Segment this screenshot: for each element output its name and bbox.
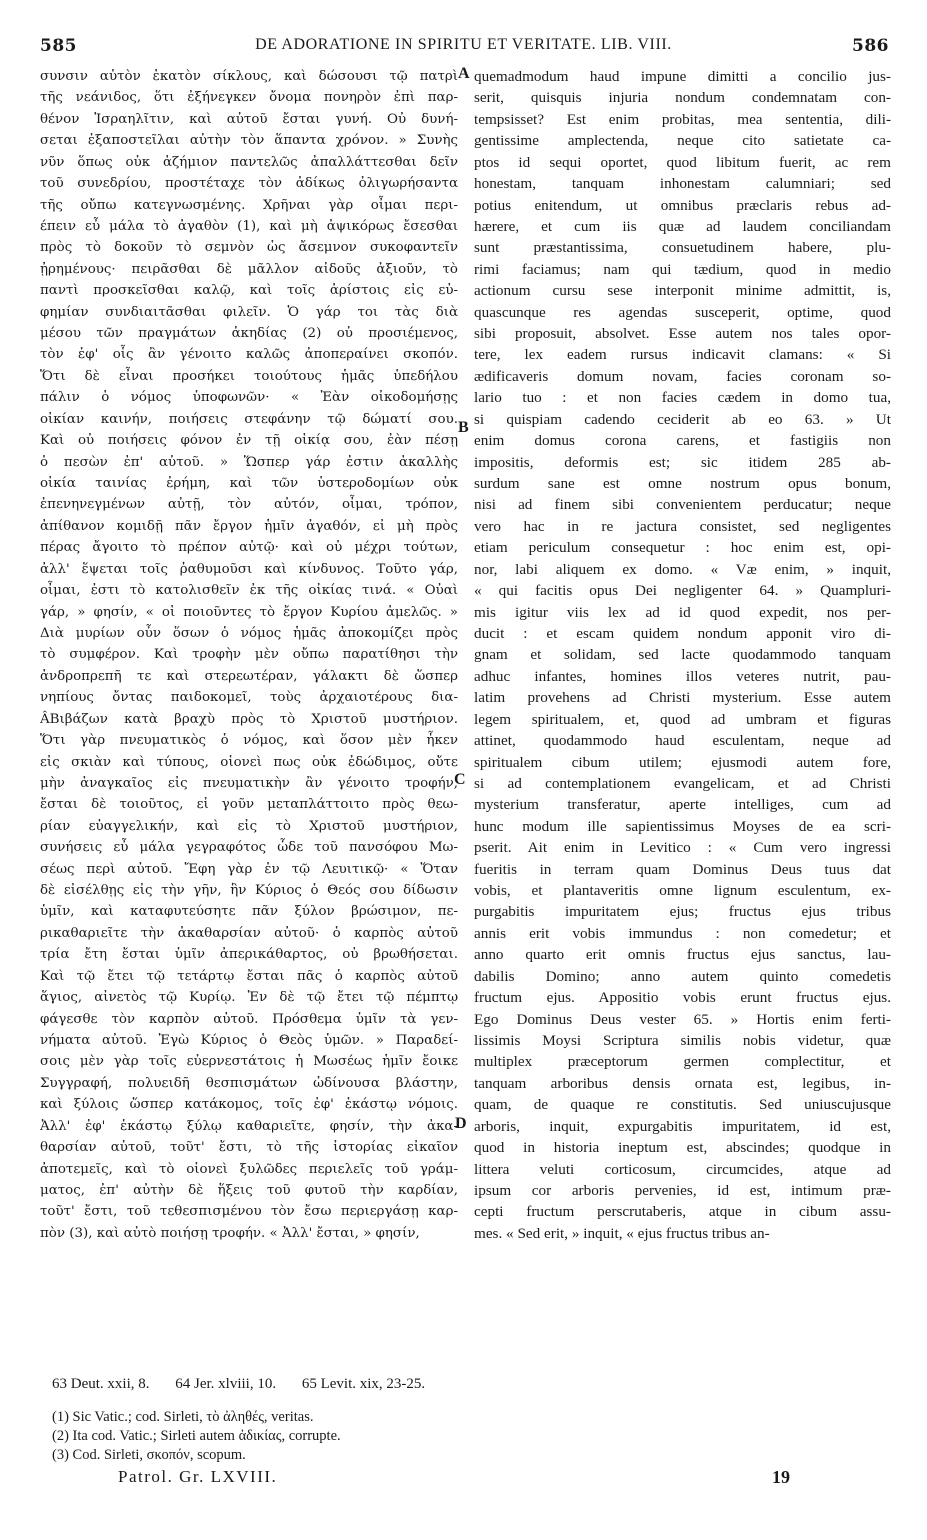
greek-text-line: τῆς νεάνιδος, ὅτι ἐξήνεγκεν ὄνομα πονηρὸν ἐπὶ παρ- xyxy=(40,90,458,106)
greek-text-line: ÂΒιβάζων κατὰ βραχὺ πρὸς τὸ Χριστοῦ μυστήριον. xyxy=(40,711,458,727)
greek-text-line: φημίαν συνδιαιτᾶσθαι φιλεῖν. Ὁ γάρ τοι τὰς διὰ xyxy=(40,304,458,320)
footnote-3: (3) Cod. Sirleti, σκοπόν, scopum. xyxy=(52,1447,246,1463)
greek-text-line: Ἀλλ' ἐφ' ἑκάστῳ ξύλῳ καθαριεῖτε, φησίν, τὴν ἀκα- xyxy=(40,1118,458,1134)
signature-mark: 19 xyxy=(772,1467,790,1487)
greek-text-line: τοῦ συνεδρίου, προστέταχε τὸν ἀδίκως ὀλιγωρήσαντα xyxy=(40,176,458,192)
greek-text-line: ἀποτεμεῖς, καὶ τὸ οἱονεὶ ξυλῶδες περιελεῖς τοῦ γράμ- xyxy=(40,1161,458,1177)
latin-text-line: si ad contemplationem evangelicam, et ad Christi xyxy=(474,774,891,792)
greek-text-line: οἶμαι, ἐστι τὸ κατολισθεῖν ἐκ τῆς οἰκίας τινά. « Οὐαὶ xyxy=(40,583,458,599)
greek-text-line: τὸν ἐφ' οἷς ἂν γένοιτο καλῶς ἀποπεραίνει σκοπόν. xyxy=(40,347,458,363)
latin-text-line: gentissime amplectenda, neque cito satietate ca- xyxy=(474,132,891,150)
margin-marker-d: D xyxy=(455,1115,467,1132)
greek-text-line: Καὶ τῷ ἔτει τῷ τετάρτῳ ἔσται πᾶς ὁ καρπὸς αὐτοῦ xyxy=(40,968,458,984)
margin-marker-a: A xyxy=(458,65,470,82)
latin-text-line: surdum sane est omne nostrum opus bonum, xyxy=(474,475,891,493)
page-number-left: 585 xyxy=(40,36,77,56)
latin-text-line: multiplex præceptorum germen complectitur, et xyxy=(474,1053,891,1071)
latin-text-line: sibi proposuit, absolvet. Esse autem nos tales opor- xyxy=(474,325,891,343)
greek-text-line: ἔσται δὲ τοιοῦτος, εἰ γοῦν μεταπλάττοιτο πρὸς θεω- xyxy=(40,797,458,813)
greek-text-line: πάλιν ὁ νόμος ὑποφωνῶν· « Ἐὰν οἰκοδομήσῃς xyxy=(40,390,458,406)
latin-text-line: spiritualem cibum utilem; ejusmodi autem fore, xyxy=(474,753,891,771)
latin-text-line: lario tuo : et non facies cædem in domo tua, xyxy=(474,389,891,407)
greek-text-line: πὸν (3), καὶ αὐτὸ ποιήσῃ τροφήν. « Ἀλλ' ἔσται, » φησίν, xyxy=(40,1225,420,1241)
margin-marker-c: C xyxy=(454,771,466,788)
greek-text-line: ρίαν εὐαγγελικήν, καὶ εἰς τὸ Χριστοῦ μυστήριον, xyxy=(40,818,458,834)
latin-text-line: lissimis Moysi Scriptura similis nobis videtur, quæ xyxy=(474,1031,891,1049)
greek-text-line: ἅγιος, αἰνετὸς τῷ Κυρίῳ. Ἐν δὲ τῷ ἔτει τῷ πέμπτῳ xyxy=(40,990,458,1006)
greek-text-line: τῆς οὔπω κατεγνωσμένης. Χρῆναι γὰρ οἶμαι περι- xyxy=(40,197,458,213)
latin-text-line: littera veluti corticosum, circumcides, atque ad xyxy=(474,1160,891,1178)
latin-text-line: rimi faciamus; nam qui tædium, quod in medio xyxy=(474,260,891,278)
greek-text-line: ἀπίθανον κομιδῇ πᾶν ἔργον ἡμῖν ἀγαθόν, εἰ μὴ πρὸς xyxy=(40,518,458,534)
latin-text-line: quam, de quaque re constitutis. Sed uniuscujusque xyxy=(474,1096,891,1114)
greek-text-line: σέως περὶ αὐτοῦ. Ἔφη γὰρ ἐν τῷ Λευιτικῷ· « Ὅταν xyxy=(40,861,458,877)
greek-text-line: Ὅτι δὲ εἶναι προσήκει τοιούτους ἡμᾶς ὑπεδήλου xyxy=(40,368,458,384)
greek-text-line: σοις μὲν γὰρ τοῖς εὐερνεστάτοις ἡ Μωσέως ἡμῖν ἔοικε xyxy=(40,1054,458,1070)
latin-text-line: legem spiritualem, et, quod ad umbram et figuras xyxy=(474,710,891,728)
latin-text-line: pserit. Ait enim in Levitico : « Cum vero ingressi xyxy=(474,839,891,857)
latin-text-line: nisi ad finem sibi convenientem perducatur; neque xyxy=(474,496,891,514)
greek-text-line: νηπίους ὄντας παιδοκομεῖ, τοὺς ἀρχαιοτέρους δια- xyxy=(40,690,458,706)
latin-text-line: tanquam arboribus densis ornata est, legibus, in- xyxy=(474,1074,891,1092)
latin-text-line: ipsum cor arboris pervenies, id est, intimum præ- xyxy=(474,1181,891,1199)
latin-text-line: mis igitur viis lex ad id quod expedit, nos per- xyxy=(474,603,891,621)
latin-text-line: mes. « Sed erit, » inquit, « ejus fructus tribus an- xyxy=(474,1224,770,1242)
greek-text-line: συνήσεις εὖ μάλα γεγραφότος ὧδε τοῦ πανσόφου Μω- xyxy=(40,840,458,856)
latin-text-line: etiam periculum consequetur : hoc enim est, opi- xyxy=(474,539,891,557)
latin-text-line: quascunque res agendas susceperit, optime, quod xyxy=(474,303,891,321)
latin-text-line: ducit : et escam quidem nondum apponit viro di- xyxy=(474,624,891,642)
latin-text-line: enim domus corona carens, et fastigiis non xyxy=(474,432,891,450)
latin-text-column xyxy=(474,66,891,1244)
greek-text-line: Ὅτι γὰρ πνευματικὸς ὁ νόμος, καὶ ὅσον μὲν ἧκεν xyxy=(40,733,458,749)
latin-text-line: annis erit vobis immundus : non comedetur; et xyxy=(474,924,891,942)
latin-text-line: ptos id sequi oportet, quod libitum fuerit, ac rem xyxy=(474,153,891,171)
latin-text-line: quod in historia ineptum est, abscindes; quodque in xyxy=(474,1139,891,1157)
greek-text-line: ἀνδροπρεπῆ τε καὶ στερεωτέραν, γάλακτι δὲ ὥσπερ xyxy=(40,668,458,684)
margin-marker-b: B xyxy=(458,419,469,436)
latin-text-line: purgabitis impuritatem ejus; fructus ejus tribus xyxy=(474,903,891,921)
latin-text-line: Ego Dominus Deus vester 65. » Hortis enim ferti- xyxy=(474,1010,891,1028)
latin-text-line: mysterium transferatur, aperte intelliges, cum ad xyxy=(474,796,891,814)
latin-text-line: tempsisset? Est enim probitas, mea sententia, dili- xyxy=(474,110,891,128)
running-title: DE ADORATIONE IN SPIRITU ET VERITATE. LIB. VIII. xyxy=(255,36,672,53)
latin-text-line: actionum cursu sese interponit minime admittit, is, xyxy=(474,282,891,300)
latin-text-line: « qui facitis opus Dei negligenter 64. » Quampluri- xyxy=(474,582,891,600)
reference-65: 65 Levit. xix, 23-25. xyxy=(301,1376,426,1392)
latin-text-line: arboris, inquit, expurgabitis impuritatem, id est, xyxy=(474,1117,891,1135)
greek-text-line: ματος, ἐπ' αὐτὴν δὲ ἥξεις τοῦ φυτοῦ τὴν καρδίαν, xyxy=(40,1182,458,1198)
latin-text-line: serit, quisquis injuria nondum condemnatam con- xyxy=(474,89,891,107)
reference-64: 64 Jer. xlviii, 10. xyxy=(175,1376,277,1392)
greek-text-line: συνσιν αὐτὸν ἑκατὸν σίκλους, καὶ δώσουσι τῷ πατρὶ xyxy=(40,69,458,84)
latin-text-line: nor, labi aliquem ex domo. « Væ enim, » inquit, xyxy=(474,560,891,578)
greek-text-line: καὶ ξύλοις ὥσπερ κατάκομος, τοῖς ἐφ' ἑκάστῳ νόμοις. xyxy=(40,1097,458,1113)
latin-text-line: honestam, tanquam inhonestam calumniari; sed xyxy=(474,175,891,193)
latin-text-line: fructum ejus. Appositio vobis erunt fructus ejus. xyxy=(474,989,891,1007)
greek-text-line: τοῦτ' ἔστι, τοῦ τεθεσπισμένου τὸν ἔσω περιεργάσῃ καρ- xyxy=(40,1204,458,1220)
greek-text-line: παντὶ προσκεῖσθαι καλῷ, καὶ τοῖς ἀρίστοις εἰς εὐ- xyxy=(40,283,458,299)
latin-text-line: attinet, quodammodo haud esculentam, neque ad xyxy=(474,732,891,750)
greek-text-line: έπειν εὖ μάλα τὸ ἀγαθὸν (1), καὶ μὴ ἀψικόρως ἔσεσθαι xyxy=(40,218,458,234)
footnotes xyxy=(52,1408,341,1465)
greek-text-line: μὴν ἀναγκαῖος εἰς πνευματικὴν ἂν γένοιτο τροφήν, xyxy=(40,775,458,791)
greek-text-line: Καὶ οὐ ποιήσεις φόνον ἐν τῇ οἰκίᾳ σου, ἐὰν πέσῃ xyxy=(40,433,458,449)
latin-text-line: adhuc infantes, homines illos veteres nutrit, pau- xyxy=(474,667,891,685)
greek-text-line: νήματα αὐτοῦ. Ἐγὼ Κύριος ὁ Θεὸς ὑμῶν. » Παραδεί- xyxy=(40,1032,458,1048)
greek-text-line: τρία ἔτη ἔσται ὑμῖν ἀπερικάθαρτος, οὐ βρωθήσεται. xyxy=(40,947,458,963)
latin-text-line: cepti fructum perscrutaberis, atque in cibum assu- xyxy=(474,1203,891,1221)
latin-text-line: vobis, et plantaveritis omne lignum esculentum, ex- xyxy=(474,882,891,900)
greek-text-line: πρὸς τὸ δοκοῦν τὸ σεμνὸν ὡς ἄσεμνον συκοφαντεῖν xyxy=(40,240,458,256)
latin-text-line: hunc modum ille sapientissimus Moyses de ea scri- xyxy=(474,817,891,835)
footnote-1: (1) Sic Vatic.; cod. Sirleti, τὸ ἀληθές, veritas. xyxy=(52,1409,314,1425)
latin-text-line: si quispiam cadendo ceciderit ab eo 63. » Ut xyxy=(474,410,891,428)
latin-text-line: quemadmodum haud impune dimitti a concilio jus- xyxy=(474,68,891,85)
series-footer: Patrol. Gr. LXVIII. xyxy=(118,1467,278,1486)
greek-text-line: μέσου τῶν πραγμάτων ἀκηδίας (2) οὐ προσιέμενος, xyxy=(40,326,458,342)
greek-text-line: φάγεσθε τὸν καρπὸν αὐτοῦ. Πρόσθεμα ὑμῖν τὰ γεν- xyxy=(40,1011,458,1027)
greek-text-line: ἀλλ' ἕψεται τοῖς ῥαθυμοῦσι καὶ κίνδυνος. Τοῦτο γάρ, xyxy=(40,561,458,577)
latin-text-line: potius enitendum, ut omnibus præclaris rebus ad- xyxy=(474,196,891,214)
greek-text-line: Διὰ μυρίων οὖν ὅσων ὁ νόμος ἡμᾶς ἀποκομίζει πρὸς xyxy=(40,625,458,641)
greek-text-column xyxy=(40,66,458,1244)
scripture-references xyxy=(52,1376,447,1393)
greek-text-line: οἰκία ταινίας ἐρήμη, καὶ τῶν ὑστεροδομίων οὐκ xyxy=(40,476,458,492)
latin-text-line: fueritis in terram quam Dominus Deus tuus dat xyxy=(474,860,891,878)
latin-text-line: ædificaveris domum novam, facies coronam so- xyxy=(474,367,891,385)
latin-text-line: latim provehens ad Christi mysterium. Esse autem xyxy=(474,689,891,707)
greek-text-line: τὸ συμφέρον. Καὶ τροφὴν μὲν οὔπω παρατίθησι τὴν xyxy=(40,647,458,663)
greek-text-line: θένον Ἰσραηλῖτιν, καὶ αὐτοῦ ἔσται γυνή. Οὐ δυνή- xyxy=(40,111,458,127)
greek-text-line: Συγγραφή, πολυειδῆ θεσπισμάτων ὠδίνουσα βλάστην, xyxy=(40,1075,458,1091)
greek-text-line: νῦν ὅπως οὐκ ἀζήμιον παντελῶς ἀπαλλάττεσθαι δεῖν xyxy=(40,154,458,170)
latin-text-line: vero hac in re jactura consistet, sed negligentes xyxy=(474,517,891,535)
greek-text-line: πέρας ἄγοιτο τὸ πρέπον αὐτῷ· καὶ οὐ μέχρι τούτων, xyxy=(40,540,458,556)
latin-text-line: tere, lex eadem rursus indicavit clamans: « Si xyxy=(474,346,891,364)
greek-text-line: εἰς σκιὰν καὶ τύπους, οἱονεὶ πως οὐκ ἐδώδιμος, οὔτε xyxy=(40,754,458,770)
page-number-right: 586 xyxy=(852,36,889,56)
latin-text-line: gnam et solidam, sed lacte quodammodo tanquam xyxy=(474,646,891,664)
footnote-2: (2) Ita cod. Vatic.; Sirleti autem ἀδικίας, corrupte. xyxy=(52,1428,341,1444)
greek-text-line: δὲ εἰσέλθῃς εἰς τὴν γῆν, ἣν Κύριος ὁ Θεός σου δίδωσιν xyxy=(40,883,458,899)
latin-text-line: anno quarto erit omnis fructus ejus sanctus, lau- xyxy=(474,946,891,964)
greek-text-line: γάρ, » φησίν, « οἱ ποιοῦντες τὸ ἔργον Κυρίου ἀμελῶς. » xyxy=(40,604,458,620)
greek-text-line: ὑμῖν, καὶ καταφυτεύσητε πᾶν ξύλον βρώσιμον, πε- xyxy=(40,904,458,920)
latin-text-line: impositis, deformis est; sic itidem 285 ab- xyxy=(474,453,891,471)
latin-text-line: sunt præstantissima, consuetudinem habere, plu- xyxy=(474,239,891,257)
greek-text-line: σεται ἐξαποστεῖλαι αὐτὴν τὸν ἅπαντα χρόνον. » Συνὴς xyxy=(40,133,458,149)
greek-text-line: ὁ πεσὼν ἐπ' αὐτοῦ. » Ὥσπερ γάρ ἐστιν ἀκαλλὴς xyxy=(40,454,458,470)
latin-text-line: hærere, et cum iis quæ ad laudem conciliandam xyxy=(474,217,891,235)
greek-text-line: ᾐρημένους· πειρᾶσθαι δὲ μᾶλλον αἰδοῦς ἀξιοῦν, τὸ xyxy=(40,261,458,277)
reference-63: 63 Deut. xxii, 8. xyxy=(52,1376,150,1392)
latin-text-line: dabilis Domino; anno autem quinto comedetis xyxy=(474,967,891,985)
greek-text-line: οἰκίαν καινήν, ποιήσεις στεφάνην τῷ δώματί σου. xyxy=(40,411,458,427)
greek-text-line: ἐπενηνεγμένων αὐτῇ, τὸν αὐτόν, οἶμαι, τρόπον, xyxy=(40,497,458,513)
greek-text-line: ρικαθαριεῖτε τὴν ἀκαθαρσίαν αὐτοῦ· ὁ καρπὸς αὐτοῦ xyxy=(40,925,458,941)
greek-text-line: θαρσίαν αὐτοῦ, τοῦτ' ἔστι, τὸ τῆς ἱστορίας εἰκαῖον xyxy=(40,1140,458,1156)
